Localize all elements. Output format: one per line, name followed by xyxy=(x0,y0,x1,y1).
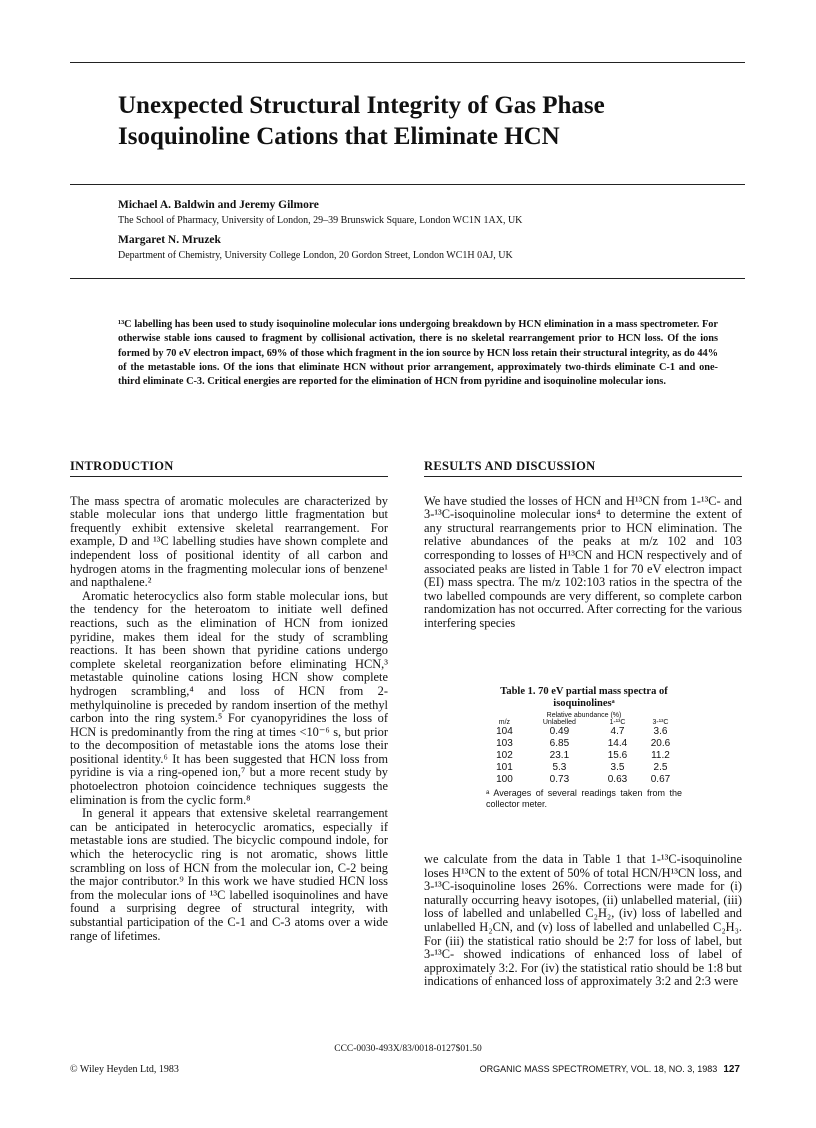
intro-paragraph: Aromatic heterocyclics also form stable molecular ions, but the tendency for the heteroatom to initiate well defined reactions, such as the elimination of HCN from ionized pyridine, makes them ideal for the study of scrambling reactions. It has been shown that pyridine cations undergo complete skeletal reorganization before eliminating HCN,³ metastable quinoline cations losing HCN show complete hydrogen scrambling,⁴ and loss of HCN from 2-methylquinoline is preceded by random insertion of the methyl carbon into the ring system.⁵ For cyanopyridines the loss of HCN is predominantly from the ring at times <10⁻⁶ s, but prior to the decomposition of metastable ions the atoms lose their positional identity.⁶ It has been suggested that HCN loss from pyridine is via a ring-opened ion,⁷ but a more recent study by photoelectron photoion coincidence techniques suggests the elimination is from the cyclic form.⁸ xyxy=(70,588,388,807)
table-cell: 0.67 xyxy=(650,774,671,785)
title-rule xyxy=(70,184,745,185)
table-caption: Table 1. 70 eV partial mass spectra of isoquinolinesᵃ xyxy=(500,686,668,709)
authors-rule xyxy=(70,278,745,279)
authors-block xyxy=(118,198,718,263)
abstract: ¹³C labelling has been used to study isoquinoline molecular ions undergoing breakdown by HCN elimination in a mass spectrometer. For otherwise stable ions caused to fragment by collisional activation, there is no skeletal rearrangement prior to HCN loss. Of the ions formed by 70 eV electron impact, 69% of those which fragment in the ion source by HCN loss retain their structural integrity, as do 44% of the metastable ions. Of the ions that eliminate HCN without prior arrangement, approximately two-thirds eliminate C-1 and one-third eliminate C-3. Critical energies are reported for the elimination of HCN from pyridine and isoquinoline molecular ions. xyxy=(118,319,718,388)
page-number: 127 xyxy=(723,1064,740,1075)
table-cell: 100 xyxy=(496,774,513,785)
table-cell: 103 xyxy=(496,738,513,749)
table-footnote: ᵃ Averages of several readings taken from the collector meter. xyxy=(486,788,682,809)
table-row xyxy=(486,750,682,762)
table-cell: 2.5 xyxy=(653,762,668,773)
table-cell: 6.85 xyxy=(549,738,570,749)
table-cell: 14.4 xyxy=(607,738,628,749)
table-cell: 20.6 xyxy=(650,738,671,749)
results-paragraph: We have studied the losses of HCN and H¹³CN from 1-¹³C- and 3-¹³C-isoquinoline molecular ions⁴ to determine the extent of any structural rearrangements prior to HCN elimination. The relative abundances of the peaks at m/z 102 and 103 corresponding to losses of H¹³CN and HCN respectively and of associated peaks are listed in Table 1 for 70 eV electron impact (EI) mass spectra. The m/z 102:103 ratios in the spectra of the two labelled compounds are very different, so complete carbon randomization has not occurred. After correcting for the various interfering species xyxy=(424,493,742,630)
table-header-cell: m/z xyxy=(498,719,511,726)
left-column xyxy=(70,460,388,943)
table-1 xyxy=(486,686,682,810)
table-subheader: Relative abundance (%) xyxy=(546,712,622,719)
table-header-row xyxy=(486,719,682,726)
table-header-cell: 3-¹³C xyxy=(652,719,669,726)
table-cell: 0.49 xyxy=(549,726,570,737)
table-cell: 104 xyxy=(496,726,513,737)
author-names-2: Margaret N. Mruzek xyxy=(118,234,221,246)
table-row xyxy=(486,738,682,750)
table-cell: 101 xyxy=(496,762,513,773)
journal-footer xyxy=(480,1064,740,1075)
table-cell: 23.1 xyxy=(549,750,570,761)
table-cell: 3.5 xyxy=(610,762,625,773)
table-grid xyxy=(486,719,682,786)
table-cell: 4.7 xyxy=(610,726,625,737)
table-row xyxy=(486,774,682,786)
copyright: © Wiley Heyden Ltd, 1983 xyxy=(70,1064,179,1075)
table-row xyxy=(486,762,682,774)
section-heading-results: RESULTS AND DISCUSSION xyxy=(424,460,742,477)
table-header-cell: Unlabelled xyxy=(542,719,576,726)
intro-paragraph: In general it appears that extensive skeletal rearrangement can be anticipated in heterocyclic aromatics, especially if metastable ions are studied. The bicyclic compound indole, for which the heterocyclic ring is not aromatic, shows little scrambling on loss of HCN from the molecular ion, C-2 being the major contributor.⁹ In this work we have studied HCN loss from the molecular ions of ¹³C labelled isoquinolines and have found a surprising degree of structural integrity, with substantial participation of the C-1 and C-3 atoms over a wide range of lifetimes. xyxy=(70,806,388,943)
table-cell: 3.6 xyxy=(653,726,668,737)
section-heading-introduction: INTRODUCTION xyxy=(70,460,388,477)
table-cell: 15.6 xyxy=(607,750,628,761)
paper-title: Unexpected Structural Integrity of Gas Phase Isoquinoline Cations that Eliminate HCN xyxy=(118,92,605,150)
results-paragraph-continued: we calculate from the data in Table 1 that 1-¹³C-isoquinoline loses H¹³CN to the extent of 50% of total HCN/H¹³CN loss, and 3-¹³C-isoquinoline loses 26%. Corrections were made for (i) naturally occurring heavy isotopes, (ii) unlabelled material, (iii) loss of labelled and unlabelled C₂H₂, (iv) loss of labelled and unlabelled H₂CN, and (v) loss of labelled and unlabelled C₂H₃. For (iii) the statistical ratio should be 2:7 for loss of label, but 3-¹³C- showed indications of enhanced loss of label of approximately 3:2. For (iv) the statistical ratio should be 1:8 but indications of enhanced loss of approximately 3:2 and 2:3 were xyxy=(424,852,742,989)
author-names-1: Michael A. Baldwin and Jeremy Gilmore xyxy=(118,199,319,211)
table-cell: 5.3 xyxy=(552,762,567,773)
table-cell: 102 xyxy=(496,750,513,761)
right-column xyxy=(424,460,742,631)
table-cell: 0.73 xyxy=(549,774,570,785)
top-rule xyxy=(70,62,745,63)
article-code: CCC-0030-493X/83/0018-0127$01.50 xyxy=(334,1044,482,1054)
table-cell: 11.2 xyxy=(651,750,670,761)
table-cell: 0.63 xyxy=(607,774,628,785)
affiliation-1: The School of Pharmacy, University of London, 29–39 Brunswick Square, London WC1N 1AX, UK xyxy=(118,215,523,226)
table-row xyxy=(486,726,682,738)
intro-paragraph: The mass spectra of aromatic molecules are characterized by stable molecular ions that undergo little fragmentation but frequently exhibit extensive skeletal rearrangement. For example, D and ¹³C labelling studies have shown complete and independent loss of positional identity of all carbon and hydrogen atoms in the fragmenting molecular ions of benzene¹ and napthalene.² xyxy=(70,493,388,590)
table-header-cell: 1-¹³C xyxy=(609,719,626,726)
affiliation-2: Department of Chemistry, University College London, 20 Gordon Street, London WC1H 0AJ, UK xyxy=(118,250,513,261)
journal-citation: ORGANIC MASS SPECTROMETRY, VOL. 18, NO. 3, 1983 xyxy=(479,1064,718,1074)
